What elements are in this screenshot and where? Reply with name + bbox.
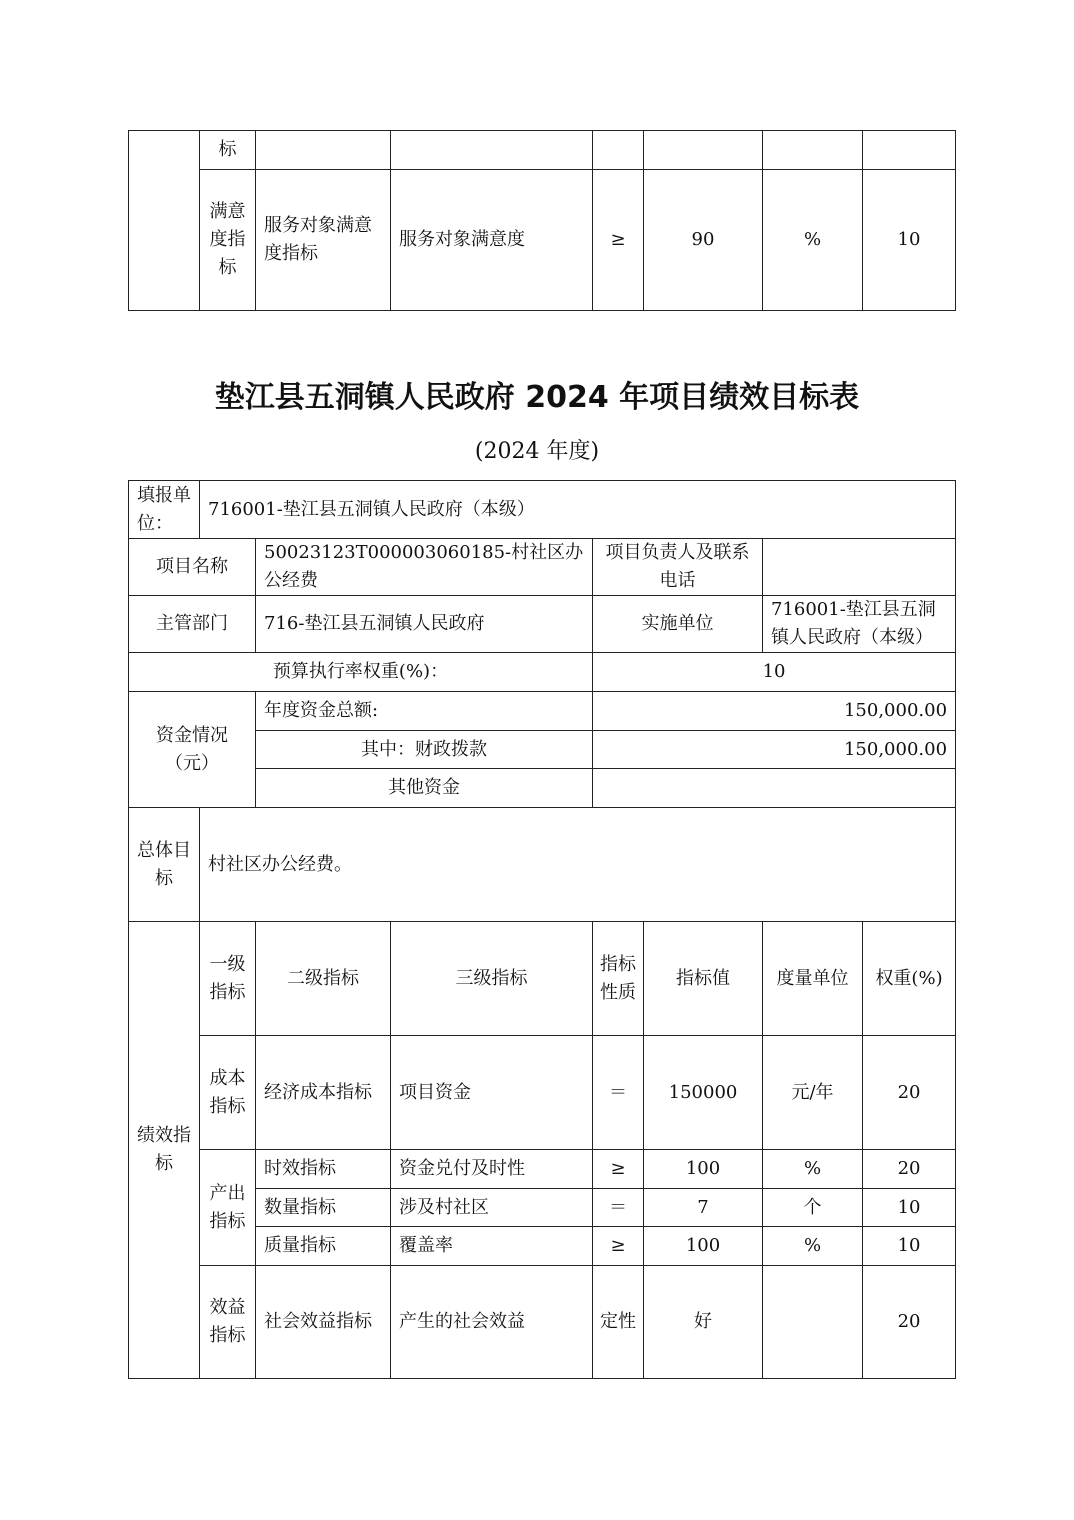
- level3-cell: 服务对象满意度: [391, 170, 593, 311]
- fiscal-value: 150,000.00: [593, 731, 956, 769]
- value-cell: 100: [644, 1227, 763, 1266]
- other-funds-label: 其他资金: [256, 769, 593, 808]
- page-title: 垫江县五洞镇人民政府 2024 年项目绩效目标表: [214, 380, 860, 415]
- unit-cell: %: [763, 1150, 863, 1189]
- continued-indicator-table: [128, 130, 956, 311]
- nature-cell: ≥: [593, 170, 644, 311]
- header-level3: 三级指标: [391, 922, 593, 1036]
- page-subtitle: (2024 年度): [474, 439, 600, 464]
- table-row: [129, 1266, 956, 1379]
- annual-total-label: 年度资金总额:: [256, 692, 593, 731]
- weight-cell: 10: [863, 1189, 956, 1227]
- weight-cell: 10: [863, 170, 956, 311]
- indicator-section-label: 绩效指标: [129, 922, 200, 1379]
- overall-goal-label: 总体目标: [129, 808, 200, 922]
- nature-cell: 定性: [593, 1266, 644, 1379]
- unit-cell: %: [763, 1227, 863, 1266]
- nature-cell: ≥: [593, 1227, 644, 1266]
- nature-cell: [593, 131, 644, 170]
- value-cell: 90: [644, 170, 763, 311]
- level3-cell: 覆盖率: [391, 1227, 593, 1266]
- reporting-unit-label: 填报单位：: [129, 481, 200, 539]
- unit-cell: [763, 131, 863, 170]
- header-unit: 度量单位: [763, 922, 863, 1036]
- project-name-label: 项目名称: [129, 539, 256, 596]
- level1-cell: 产出指标: [200, 1150, 256, 1266]
- level1-cell: 满意度指标: [200, 170, 256, 311]
- other-funds-value: [593, 769, 956, 808]
- nature-cell: ＝: [593, 1036, 644, 1150]
- level1-cell: 标: [200, 131, 256, 170]
- unit-cell: 元/年: [763, 1036, 863, 1150]
- unit-cell: %: [763, 170, 863, 311]
- level2-cell: 时效指标: [256, 1150, 391, 1189]
- header-level1: 一级指标: [200, 922, 256, 1036]
- level2-cell: 质量指标: [256, 1227, 391, 1266]
- value-cell: 150000: [644, 1036, 763, 1150]
- weight-cell: [863, 131, 956, 170]
- header-value: 指标值: [644, 922, 763, 1036]
- budget-weight-label: 预算执行率权重(%)：: [129, 653, 593, 692]
- contact-value: [763, 539, 956, 596]
- overall-goal-value: 村社区办公经费。: [200, 808, 956, 922]
- value-cell: 7: [644, 1189, 763, 1227]
- funds-label: 资金情况（元）: [129, 692, 256, 808]
- level3-cell: 产生的社会效益: [391, 1266, 593, 1379]
- nature-cell: ＝: [593, 1189, 644, 1227]
- table-row: [129, 1036, 956, 1150]
- impl-unit-label: 实施单位: [593, 596, 763, 653]
- level1-cell: 成本指标: [200, 1036, 256, 1150]
- level3-cell: [391, 131, 593, 170]
- value-cell: [644, 131, 763, 170]
- impl-unit-value: 716001-垫江县五洞镇人民政府（本级）: [763, 596, 956, 653]
- department-label: 主管部门: [129, 596, 256, 653]
- level2-cell: 服务对象满意度指标: [256, 170, 391, 311]
- unit-cell: 个: [763, 1189, 863, 1227]
- level2-cell: [256, 131, 391, 170]
- level2-cell: 经济成本指标: [256, 1036, 391, 1150]
- reporting-unit-value: 716001-垫江县五洞镇人民政府（本级）: [200, 481, 956, 539]
- value-cell: 100: [644, 1150, 763, 1189]
- annual-total-value: 150,000.00: [593, 692, 956, 731]
- unit-cell: [763, 1266, 863, 1379]
- level3-cell: 涉及村社区: [391, 1189, 593, 1227]
- level2-cell: 社会效益指标: [256, 1266, 391, 1379]
- weight-cell: 10: [863, 1227, 956, 1266]
- header-nature: 指标性质: [593, 922, 644, 1036]
- level3-cell: 项目资金: [391, 1036, 593, 1150]
- performance-target-table: [128, 480, 956, 1379]
- weight-cell: 20: [863, 1150, 956, 1189]
- fiscal-label: 其中：财政拨款: [256, 731, 593, 769]
- header-level2: 二级指标: [256, 922, 391, 1036]
- level3-cell: 资金兑付及时性: [391, 1150, 593, 1189]
- table-row: [129, 1150, 956, 1189]
- header-weight: 权重(%): [863, 922, 956, 1036]
- contact-label: 项目负责人及联系电话: [593, 539, 763, 596]
- level1-cell: 效益指标: [200, 1266, 256, 1379]
- section-cell: [129, 131, 200, 311]
- budget-weight-value: 10: [593, 653, 956, 692]
- department-value: 716-垫江县五洞镇人民政府: [256, 596, 593, 653]
- level2-cell: 数量指标: [256, 1189, 391, 1227]
- nature-cell: ≥: [593, 1150, 644, 1189]
- weight-cell: 20: [863, 1266, 956, 1379]
- project-name-value: 50023123T000003060185-村社区办公经费: [256, 539, 593, 596]
- value-cell: 好: [644, 1266, 763, 1379]
- weight-cell: 20: [863, 1036, 956, 1150]
